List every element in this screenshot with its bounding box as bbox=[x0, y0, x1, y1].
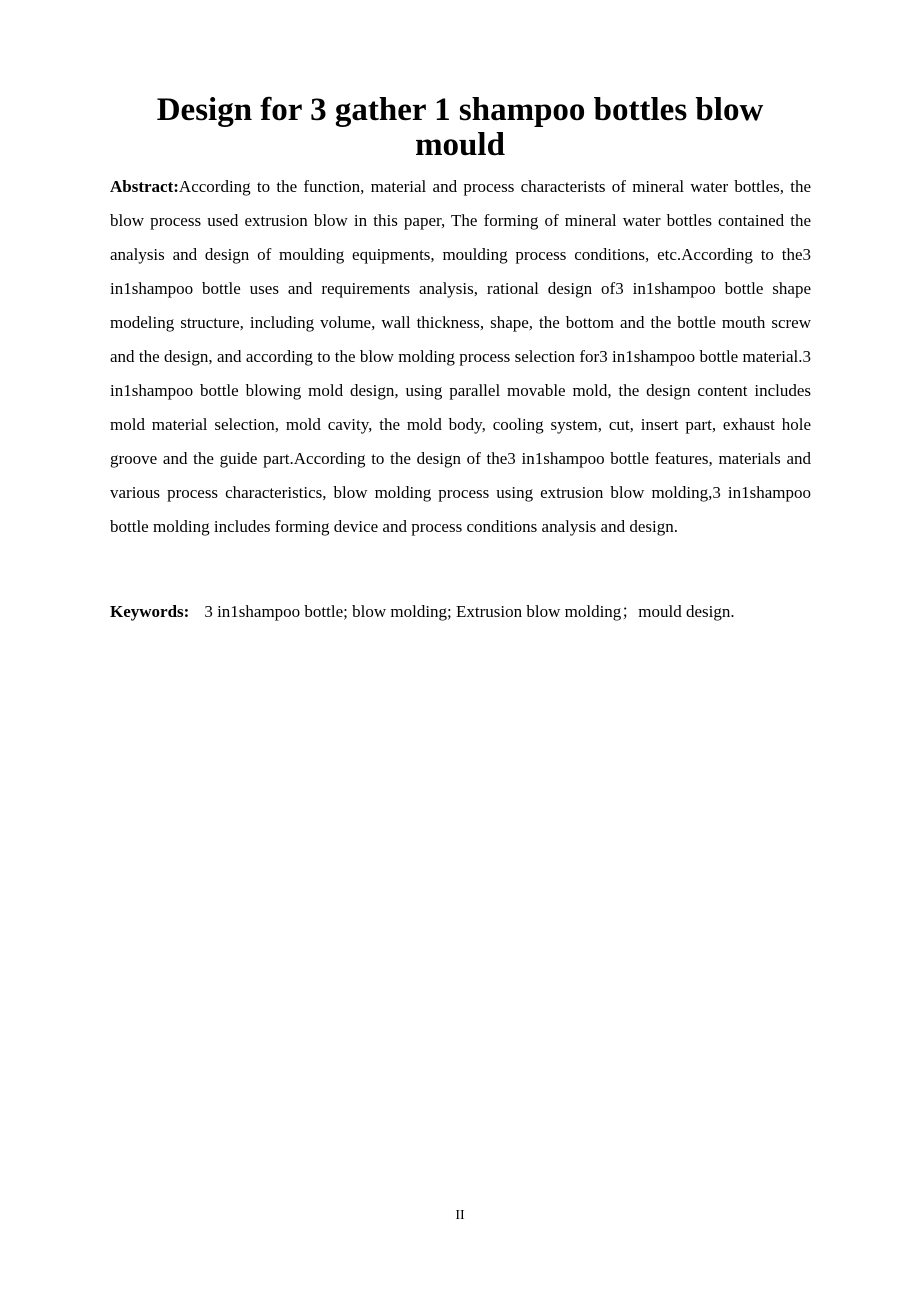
keywords-text: 3 in1shampoo bottle; blow molding; Extrusion blow molding；mould design. bbox=[204, 602, 735, 621]
abstract-paragraph bbox=[110, 170, 811, 544]
abstract-text: According to the function, material and process characterists of mineral water bottles, the blow process used extrusion blow in this paper, The forming of mineral water bottles contained the analysis and design of moulding equipments, moulding process conditions, etc.According to the3 in1shampoo bottle uses and requirements analysis, rational design of3 in1shampoo bottle shape modeling structure, including volume, wall thickness, shape, the bottom and the bottle mouth screw and the design, and according to the blow molding process selection for3 in1shampoo bottle material.3 in1shampoo bottle blowing mold design, using parallel movable mold, the design content includes mold material selection, mold cavity, the mold body, cooling system, cut, insert part, exhaust hole groove and the guide part.According to the design of the3 in1shampoo bottle features, materials and various process characteristics, blow molding process using extrusion blow molding,3 in1shampoo bottle molding includes forming device and process conditions analysis and design. bbox=[110, 177, 811, 536]
page-number: II bbox=[455, 1208, 465, 1223]
keywords-label: Keywords: bbox=[110, 602, 190, 621]
keywords-paragraph bbox=[110, 597, 811, 627]
document-title: Design for 3 gather 1 shampoo bottles blow mould bbox=[156, 92, 764, 163]
abstract-label: Abstract: bbox=[110, 177, 179, 196]
